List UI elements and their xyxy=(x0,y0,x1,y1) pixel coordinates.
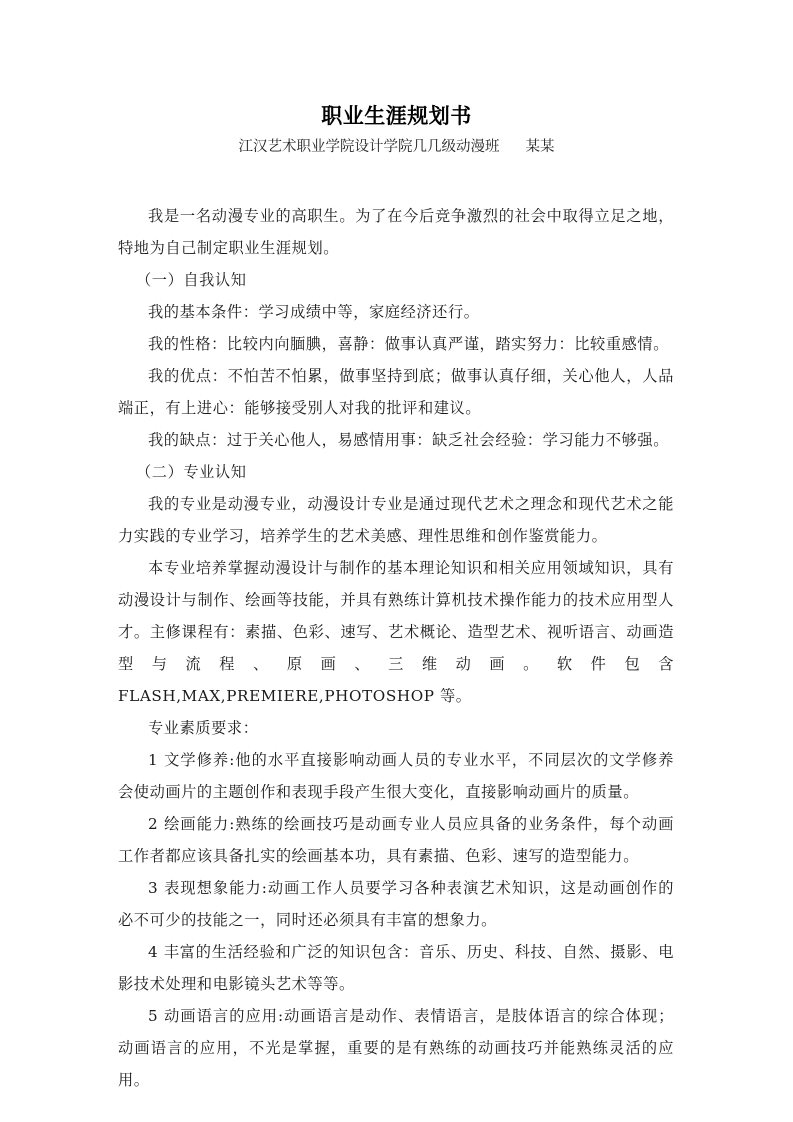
paragraph-personality: 我的性格：比较内向腼腆，喜静：做事认真严谨，踏实努力：比较重感情。 xyxy=(148,335,669,353)
section-heading-self-awareness: （一）自我认知 xyxy=(136,271,247,289)
document-subtitle xyxy=(0,136,793,158)
paragraph-strengths: 我的优点：不怕苦不怕累，做事坚持到底；做事认真仔细，关心他人，人品端正，有上进心：能够接受别人对我的批评和建议。 xyxy=(118,367,674,417)
author-name: 某某 xyxy=(525,139,555,155)
requirement-item-4: 4 丰富的生活经验和广泛的知识包含：音乐、历史、科技、自然、摄影、电影技术处理和电影镜头艺术等等。 xyxy=(118,943,674,993)
paragraph-training-goals: 本专业培养掌握动漫设计与制作的基本理论知识和相关应用领域知识，具有动漫设计与制作、绘画等技能，并具有熟练计算机技术操作能力的技术应用型人才。主修课程有：素描、色彩、速写、艺术概论、造型艺术、视听语言、动画造型与流程、原画、三维动画。软件包含 FLASH,MAX,PREMIERE,PHOTOSHOP 等。 xyxy=(118,559,674,705)
paragraph-basic-conditions: 我的基本条件：学习成绩中等，家庭经济还行。 xyxy=(148,303,480,321)
requirement-item-3: 3 表现想象能力:动画工作人员要学习各种表演艺术知识，这是动画创作的必不可少的技能之一，同时还必须具有丰富的想象力。 xyxy=(118,879,674,929)
document-body xyxy=(118,200,674,1096)
intro-paragraph: 我是一名动漫专业的高职生。为了在今后竞争激烈的社会中取得立足之地，特地为自己制定职业生涯规划。 xyxy=(118,207,674,257)
requirement-item-2: 2 绘画能力:熟练的绘画技巧是动画专业人员应具备的业务条件，每个动画工作者都应该具备扎实的绘画基本功，具有素描、色彩、速写的造型能力。 xyxy=(118,815,674,865)
paragraph-major: 我的专业是动漫专业，动漫设计专业是通过现代艺术之理念和现代艺术之能力实践的专业学习，培养学生的艺术美感、理性思维和创作鉴赏能力。 xyxy=(118,495,674,545)
author-affiliation: 江汉艺术职业学院设计学院几几级动漫班 xyxy=(238,139,500,155)
requirement-item-1: 1 文学修养:他的水平直接影响动画人员的专业水平，不同层次的文学修养会使动画片的主题创作和表现手段产生很大变化，直接影响动画片的质量。 xyxy=(118,751,674,801)
paragraph-weaknesses: 我的缺点：过于关心他人，易感情用事：缺乏社会经验：学习能力不够强。 xyxy=(148,431,669,449)
section-heading-professional-awareness: （二）专业认知 xyxy=(136,463,247,481)
document-title: 职业生涯规划书 xyxy=(321,104,472,128)
requirement-item-5: 5 动画语言的应用:动画语言是动作、表情语言，是肢体语言的综合体现；动画语言的应用，不光是掌握，重要的是有熟练的动画技巧并能熟练灵活的应用。 xyxy=(118,1007,674,1089)
paragraph-quality-requirements-label: 专业素质要求： xyxy=(148,719,259,737)
